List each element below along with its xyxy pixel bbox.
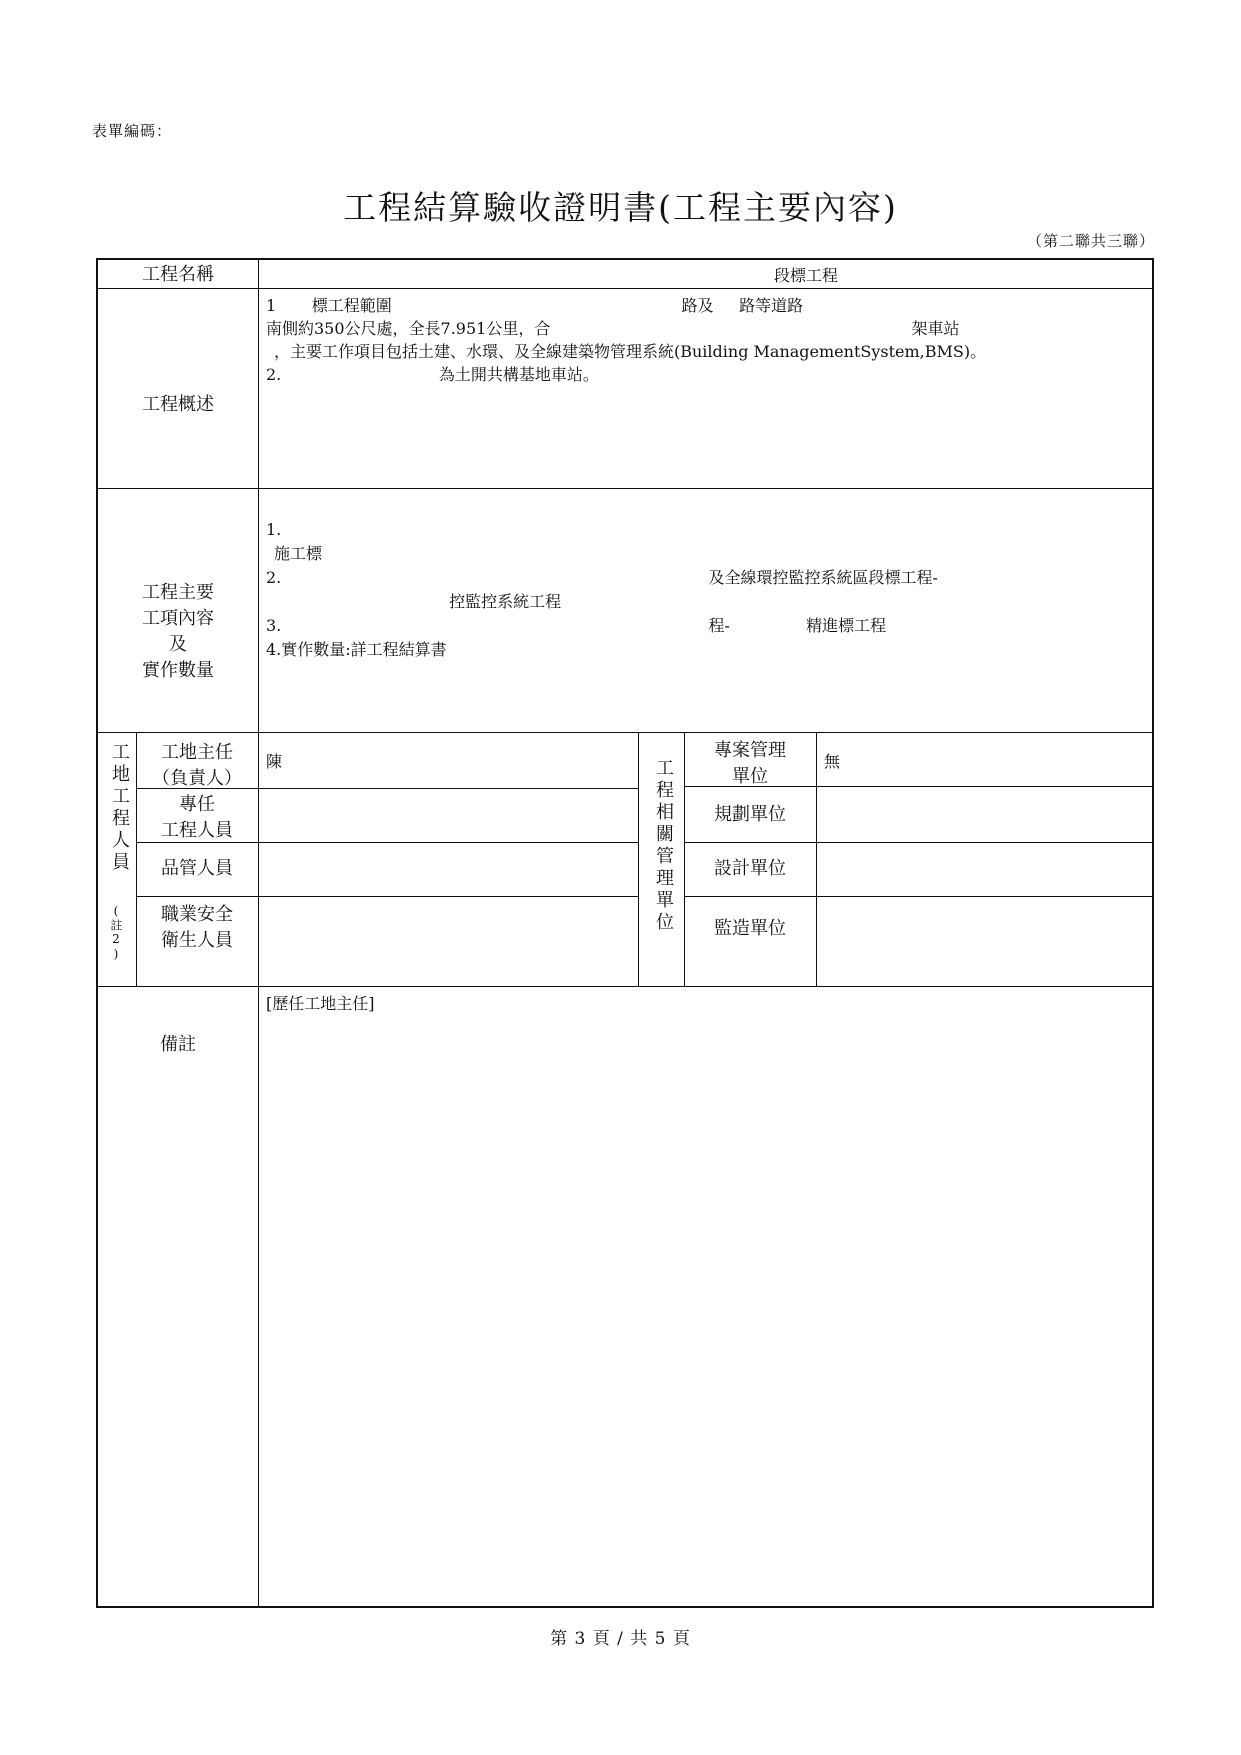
quality-control-label: 品管人員 [161,858,233,879]
main-items-label-line: 工程主要 [142,582,214,603]
site-supervisor-label-line: 工地主任 [161,742,233,763]
main-items-label-line: 實作數量 [142,660,214,682]
site-personnel-group-label: 工地工程人員 [109,742,130,874]
main-items-line: 控監控系統工程 [266,592,562,611]
project-management-label-line: 單位 [732,766,768,788]
row-divider [98,986,1152,987]
document-title: 工程結算驗收證明書(工程主要內容) [343,188,898,227]
safety-officer-label [136,902,258,954]
project-name-value: 段標工程 [774,266,839,285]
site-supervisor-value: 陳 [266,752,283,771]
main-items-line: 3. 程- 精進標工程 [266,616,887,635]
supervision-unit-label: 監造單位 [714,918,786,939]
main-items-line: 2. 及全線環控監控系統區段標工程- [266,568,938,587]
site-personnel-note: (註2) [109,904,123,962]
project-name-label: 工程名稱 [142,264,214,285]
main-items-label-line: 工項內容 [142,608,214,630]
column-divider [638,732,639,986]
row-divider [684,896,1152,897]
project-management-label-line: 專案管理 [714,740,786,761]
copy-note: （第二聯共三聯） [1026,232,1155,250]
site-supervisor-label [136,740,258,792]
dedicated-engineer-label [136,792,258,844]
row-divider [98,288,1152,289]
form-code-label: 表單編碼： [92,122,173,140]
planning-unit-label: 規劃單位 [714,804,786,825]
column-divider [816,732,817,986]
row-divider [98,488,1152,489]
overview-line: 1 標工程範圍 路及 路等道路 [266,296,804,315]
main-items-label [98,580,258,684]
project-management-label [684,738,816,790]
main-items-line: 1. [266,520,282,539]
site-supervisor-label-line: （負責人） [152,768,242,790]
row-divider [136,896,638,897]
row-divider [684,842,1152,843]
main-items-label-line: 及 [169,634,187,656]
dedicated-engineer-label-line: 工程人員 [161,820,233,842]
overview-line: 2. 為土開共構基地車站。 [266,365,599,384]
overview-line: ，主要工作項目包括土建、水環、及全線建築物管理系統(Building ManagementSystem,BMS)。 [274,342,987,361]
related-units-group-label: 工程相關管理單位 [653,758,674,934]
overview-line: 南側約350公尺處，全長7.951公里，合 架車站 [266,319,960,338]
main-items-line: 4.實作數量:詳工程結算書 [266,640,447,659]
project-management-value: 無 [824,752,841,771]
remarks-value: [歷任工地主任] [266,994,375,1013]
design-unit-label: 設計單位 [714,858,786,879]
remarks-label: 備註 [160,1034,196,1055]
safety-officer-label-line: 衛生人員 [161,930,233,952]
page-number: 第 3 頁 / 共 5 頁 [550,1629,691,1649]
main-items-line: 施工標 [274,544,323,563]
row-divider [98,732,1152,733]
safety-officer-label-line: 職業安全 [161,904,233,925]
overview-label: 工程概述 [142,394,214,415]
completion-certificate-table [96,258,1154,1608]
column-divider [258,260,259,1606]
dedicated-engineer-label-line: 專任 [179,794,215,815]
